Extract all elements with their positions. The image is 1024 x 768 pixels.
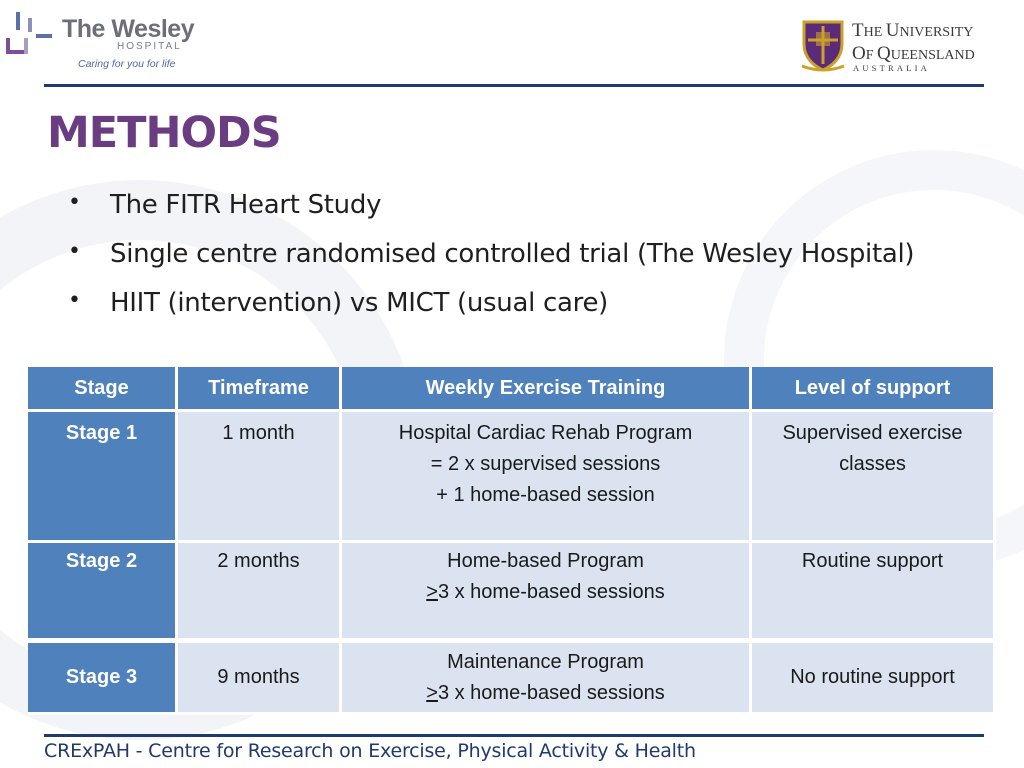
- trial-stages-table: [28, 367, 996, 715]
- training-line: Maintenance Program: [447, 650, 644, 673]
- bullet-text: The FITR Heart Study: [110, 190, 382, 220]
- bullet-item: [60, 239, 914, 288]
- training-text: 3 x home-based sessions: [437, 581, 665, 603]
- uq-logo: [800, 18, 1000, 78]
- wesley-subtitle: HOSPITAL: [117, 41, 182, 52]
- uq-of-initial: O: [852, 43, 866, 64]
- training-line: [342, 577, 749, 608]
- timeframe-cell: 2 months: [178, 543, 342, 641]
- training-line: = 2 x supervised sessions: [430, 453, 661, 475]
- support-line: Routine support: [801, 550, 944, 572]
- greater-equal-symbol: >: [426, 681, 438, 704]
- wesley-cross-icon: [2, 8, 56, 58]
- training-text: 3 x home-based sessions: [437, 681, 665, 704]
- training-cell: [342, 412, 752, 543]
- timeframe-cell: 9 months: [178, 643, 342, 715]
- support-line: No routine support: [790, 666, 955, 688]
- header-training: Weekly Exercise Training: [342, 367, 752, 412]
- header-divider: [44, 84, 984, 87]
- header-support: Level of support: [752, 367, 996, 412]
- table-row: [28, 412, 996, 543]
- training-line: + 1 home-based session: [436, 484, 655, 506]
- stage-cell: Stage 2: [28, 543, 178, 641]
- uq-university-rest: NIVERSITY: [899, 25, 974, 40]
- uq-the-rest: HE: [863, 25, 886, 40]
- support-cell: [752, 643, 996, 715]
- bullet-text: Single centre randomised controlled trial (The Wesley Hospital): [110, 239, 915, 269]
- bullet-item: [60, 190, 914, 239]
- support-line: Supervised exercise: [782, 422, 963, 444]
- uq-name: [852, 20, 975, 66]
- training-line: [342, 678, 749, 709]
- stage-cell: Stage 1: [28, 412, 178, 543]
- footer-text: CRExPAH - Centre for Research on Exercise, Physical Activity & Health: [44, 740, 696, 762]
- wesley-name: The Wesley: [62, 15, 195, 43]
- stage-cell: Stage 3: [28, 643, 178, 715]
- uq-crest-icon: [800, 18, 846, 72]
- training-cell: [342, 643, 752, 715]
- header-timeframe: Timeframe: [178, 367, 342, 412]
- header-stage: Stage: [28, 367, 178, 412]
- bullet-list: [60, 190, 914, 337]
- uq-country: AUSTRALIA: [853, 63, 930, 73]
- bullet-text: HIIT (intervention) vs MICT (usual care): [110, 288, 608, 318]
- table-row: [28, 543, 996, 641]
- training-line: Hospital Cardiac Rehab Program: [398, 422, 693, 444]
- uq-university-initial: U: [885, 20, 900, 41]
- training-cell: [342, 543, 752, 641]
- uq-queensland-rest: UEENSLAND: [890, 48, 975, 63]
- support-line: classes: [839, 453, 906, 475]
- greater-equal-symbol: >: [426, 581, 438, 603]
- table-header-row: [28, 367, 996, 412]
- training-line: Home-based Program: [447, 550, 644, 572]
- uq-of-rest: F: [865, 48, 878, 63]
- footer-divider: [44, 734, 984, 737]
- bullet-dot-icon: •: [68, 288, 81, 313]
- timeframe-cell: 1 month: [178, 412, 342, 543]
- support-cell: [752, 543, 996, 641]
- slide-title: METHODS: [47, 108, 281, 158]
- bullet-dot-icon: •: [68, 239, 81, 264]
- bullet-item: [60, 288, 914, 337]
- uq-the-initial: T: [852, 20, 864, 41]
- table-row: [28, 643, 996, 715]
- uq-queensland-initial: Q: [877, 43, 891, 64]
- wesley-hospital-logo: [0, 2, 200, 74]
- wesley-tagline: Caring for you for life: [78, 58, 176, 70]
- support-cell: [752, 412, 996, 543]
- bullet-dot-icon: •: [68, 190, 81, 215]
